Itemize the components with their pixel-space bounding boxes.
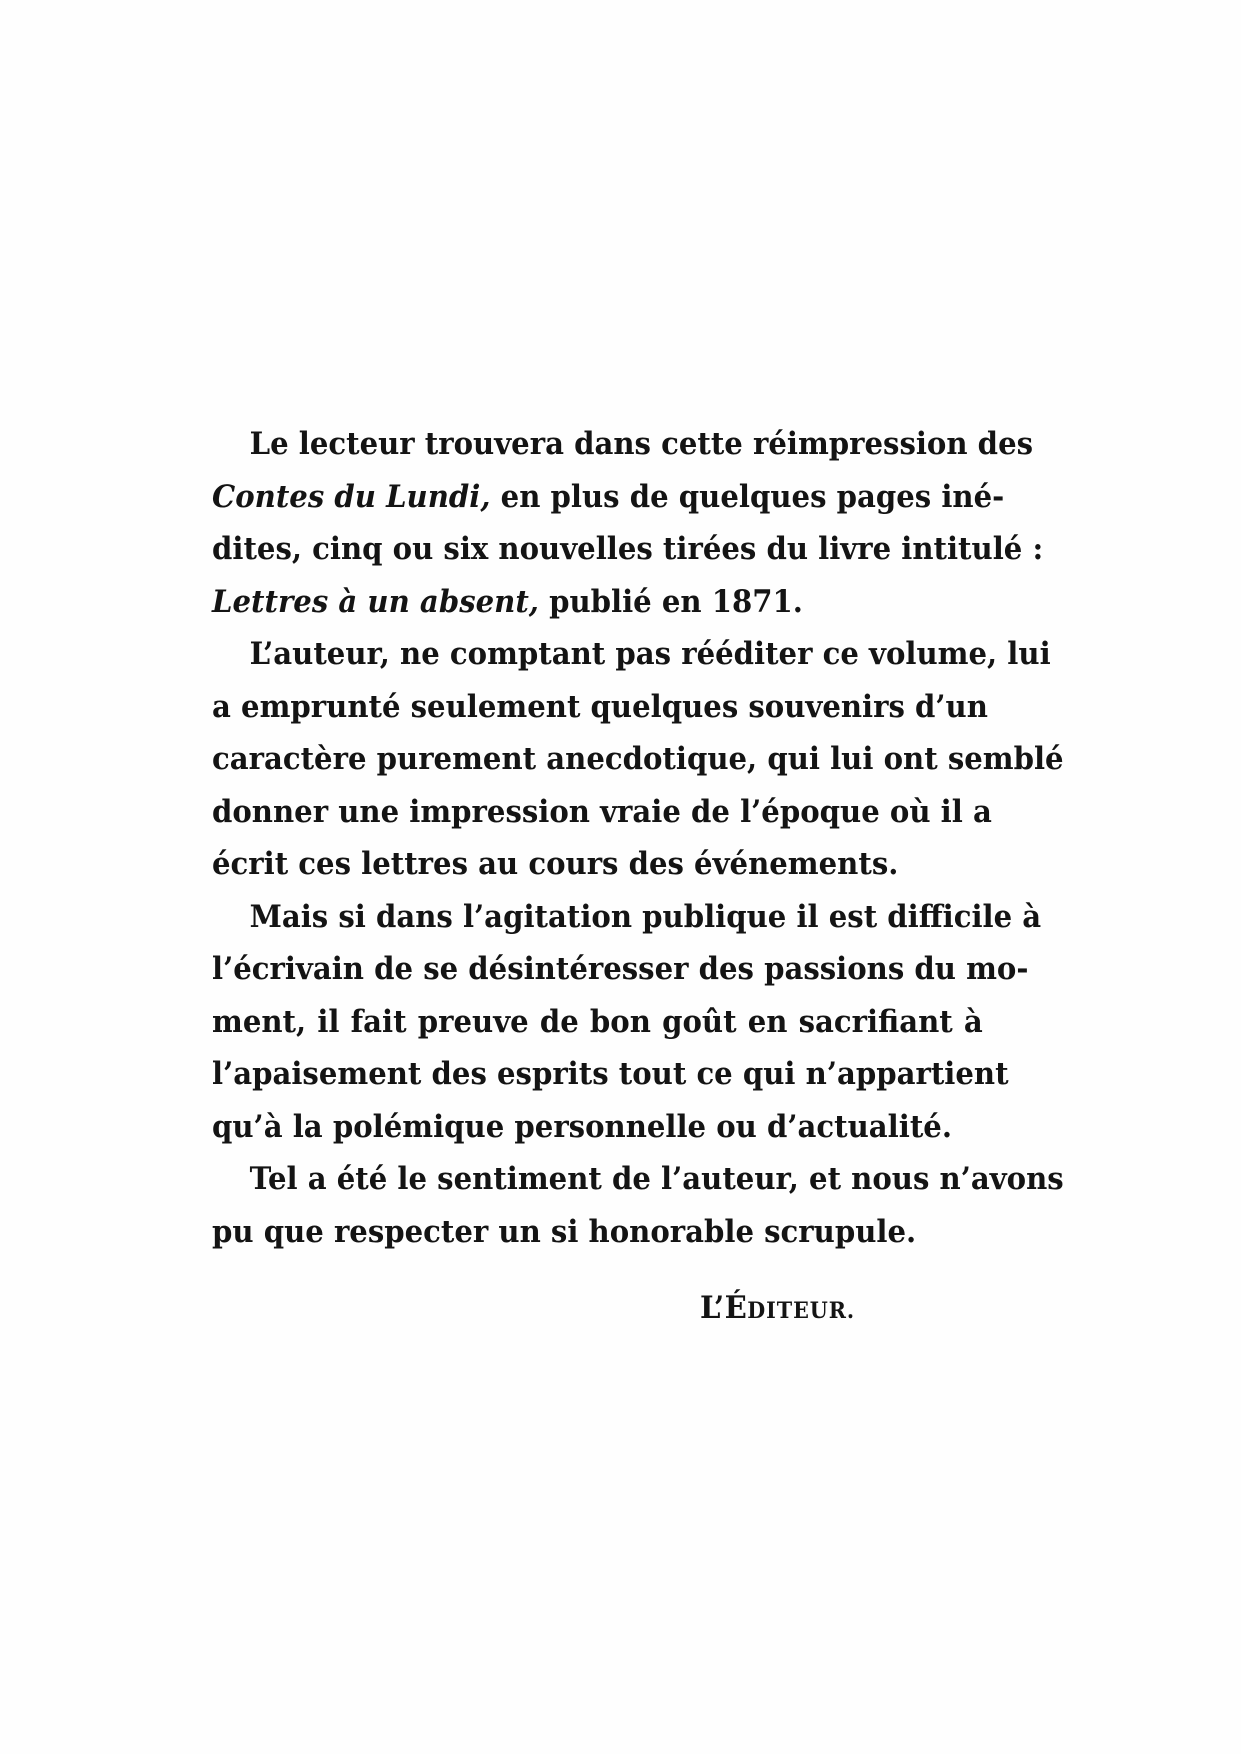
text-line: l’apaisement des esprits tout ce qui n’appartient bbox=[212, 1056, 1009, 1092]
preface-text bbox=[212, 418, 1064, 1258]
text-line: Mais si dans l’agitation publique il est difficile à bbox=[249, 898, 1042, 935]
editor-signature bbox=[700, 1290, 855, 1326]
text-fragment: en plus de quelques pages iné- bbox=[490, 478, 1005, 515]
text-fragment: publié en 1871. bbox=[538, 583, 803, 620]
book-title-italic: Contes du Lundi, bbox=[212, 478, 491, 515]
paragraph-1 bbox=[212, 418, 1044, 628]
text-line: dites, cinq ou six nouvelles tirées du livre intitulé : bbox=[212, 531, 1044, 567]
signature-small-caps: DITEUR. bbox=[747, 1298, 856, 1324]
text-line: donner une impression vraie de l’époque où il a bbox=[212, 793, 992, 830]
text-line: ment, il fait preuve de bon goût en sacrifiant à bbox=[212, 1003, 983, 1040]
text-line: l’écrivain de se désintéresser des passions du mo- bbox=[212, 951, 1029, 987]
text-line: Tel a été le sentiment de l’auteur, et nous n’avons bbox=[249, 1161, 1064, 1197]
text-line: Le lecteur trouvera dans cette réimpression des bbox=[249, 426, 1034, 462]
text-line bbox=[212, 471, 1005, 524]
text-line: écrit ces lettres au cours des événements. bbox=[212, 846, 899, 882]
signature-initial: L’É bbox=[700, 1290, 748, 1326]
text-line: qu’à la polémique personnelle ou d’actualité. bbox=[212, 1108, 952, 1145]
paragraph-2 bbox=[212, 628, 1064, 891]
book-title-italic: Lettres à un absent, bbox=[212, 583, 539, 620]
paragraph-3 bbox=[212, 891, 1042, 1154]
text-line: a emprunté seulement quelques souvenirs d’un bbox=[212, 688, 988, 725]
text-line bbox=[212, 576, 983, 629]
text-line: pu que respecter un si honorable scrupule. bbox=[212, 1213, 917, 1250]
text-line: L’auteur, ne comptant pas rééditer ce volume, lui bbox=[249, 636, 1051, 672]
text-line: caractère purement anecdotique, qui lui ont semblé bbox=[212, 741, 1064, 777]
paragraph-4 bbox=[212, 1153, 1064, 1258]
